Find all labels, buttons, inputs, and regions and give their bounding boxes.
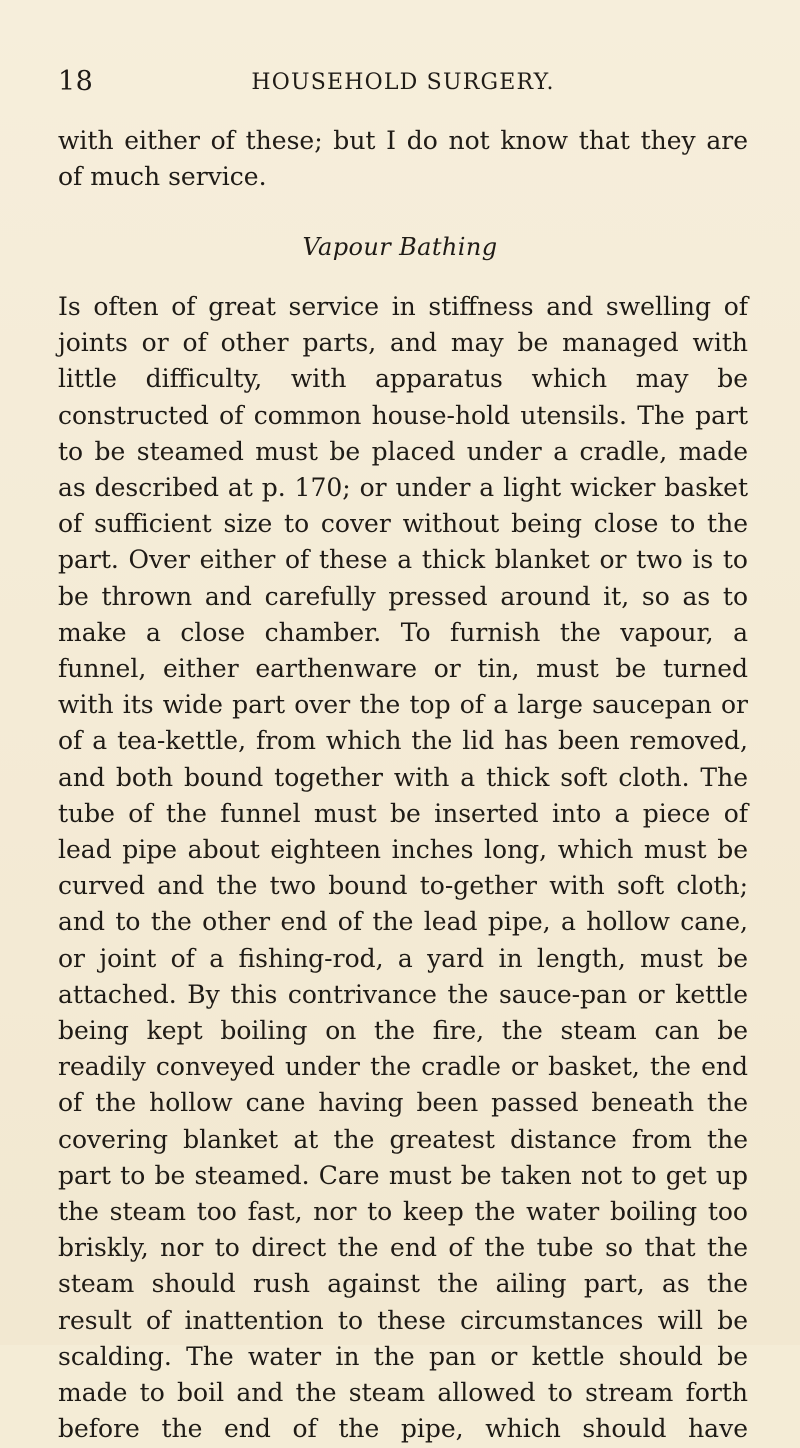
opening-paragraph-block: [58, 123, 748, 195]
page-number: 18: [58, 66, 94, 97]
body-paragraph-block: [58, 289, 748, 1448]
running-head: [58, 66, 748, 106]
opening-paragraph: with either of these; but I do not know that they are of much service.: [58, 126, 748, 192]
section-heading: Vapour Bathing: [302, 233, 498, 261]
running-title: HOUSEHOLD SURGERY.: [251, 70, 555, 95]
body-paragraph: Is often of great service in stiffness and swelling of joints or of other parts, and may be managed with little difficulty, with apparatus which may be constructed of common house-hold utensils. The part to be steamed must be placed under a cradle, made as described at p. 170; or under a light wicker basket of sufficient size to cover without being close to the part. Over either of these a thick blanket or two is to be thrown and carefully pressed around it, so as to make a close chamber. To furnish the vapour, a funnel, either earthenware or tin, must be turned with its wide part over the top of a large saucepan or of a tea-kettle, from which the lid has been removed, and both bound together with a thick soft cloth. The tube of the funnel must be inserted into a piece of lead pipe about eighteen inches long, which must be curved and the two bound to-gether with soft cloth; and to the other end of the lead pipe, a hollow cane, or joint of a fishing-rod, a yard in length, must be attached. By this contrivance the sauce-pan or kettle being kept boiling on the fire, the steam can be readily conveyed under the cradle or basket, the end of the hollow cane having been passed beneath the covering blanket at the greatest distance from the part to be steamed. Care must be taken not to get up the steam too fast, nor to keep the water boiling too briskly, nor to direct the end of the tube so that the steam should rush against the ailing part, as the result of inattention to these circumstances will be scalding. The water in the pan or kettle should be made to boil and the steam allowed to stream forth before the end of the pipe, which should have: [58, 292, 748, 1444]
